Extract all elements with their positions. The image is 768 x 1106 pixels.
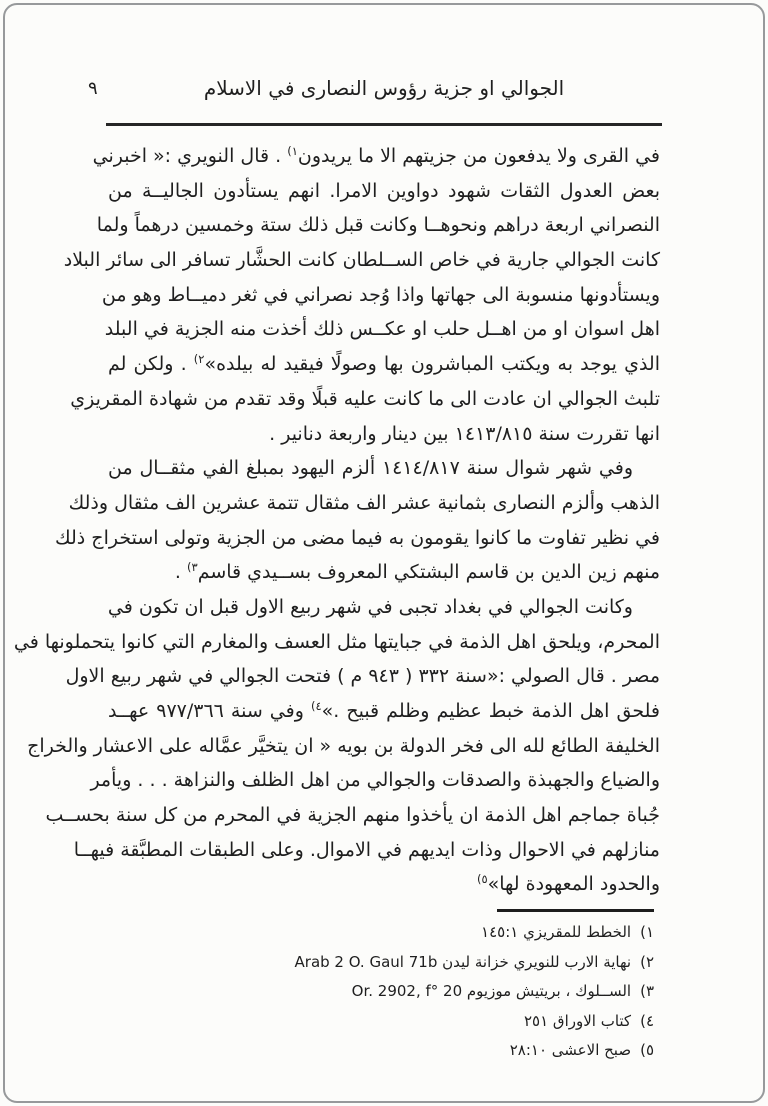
footnote-text: الخطط للمقريزي ١٤٥:١ [481, 923, 632, 941]
footnote-item [108, 1007, 654, 1037]
text-line: والحدود المعهودة لها»$^{٥)}$ [476, 872, 660, 896]
text-line: اهل اسوان او من اهــل حلب او عكــس ذلك أخذت منه الجزية في البلد [104, 318, 660, 341]
footnote-ref: ١) [287, 144, 298, 158]
body-text [13, 139, 660, 902]
text-line: فلحق اهل الذمة خبط عظيم وظلم قبيح .»$^{٤)}$ وفي سنة ٩٧٧/٣٦٦ عهــد [108, 699, 660, 722]
footnote-ref: ٥) [476, 872, 488, 887]
page-number: ٩ [88, 78, 98, 99]
text-line: انها تقررت سنة ١٤١٣/٨١٥ بين دينار واربعة دنانير . [269, 422, 660, 445]
text-line: وكانت الجوالي في بغداد تجبى في شهر ربيع الاول قبل ان تكون في [107, 595, 633, 618]
footnote-ref: ٣) [187, 560, 198, 575]
footnote-marker: ٥) [640, 1041, 654, 1059]
text-line: الخليفة الطائع لله الى فخر الدولة بن بويه « ان يتخيَّر عمَّاله على الاعشار والخراج [27, 734, 660, 757]
header-rule [106, 123, 662, 126]
text-line: تلبث الجوالي ان عادت الى ما كانت عليه قبلًا وقد تقدم من شهادة المقريزي [70, 387, 660, 410]
text-line: الذي يوجد به ويكتب المباشرون بها وصولًا فيقيد له بيلده»$^{٢)}$ . ولكن لم [108, 352, 660, 376]
footnote-marker: ٤) [640, 1011, 654, 1030]
footnote-text: نهاية الارب للنويري خزانة ليدن Arab 2 O. Gaul 71b [294, 952, 632, 971]
footnote-marker: ١) [640, 923, 654, 941]
text-line: النصراني اربعة دراهم ونحوهــا وكانت قبل ذلك ستة وخمسين درهماً ولما [96, 214, 660, 237]
footnote-text: الســلوك ، بريتيش موزيوم Or. 2902, f° 20 [351, 982, 632, 1000]
footnote-marker: ٢) [640, 952, 654, 971]
text-line: ويستأدونها منسوبة الى جهاتها واذا وُجد نصراني في ثغر دميــاط وهو من [101, 283, 660, 306]
footnote-item [108, 918, 654, 948]
text-line: الذهب وألزم النصارى بثمانية عشر الف مثقال تتمة عشرين الف مثقال وذلك [68, 491, 660, 514]
footnote-ref: ٤) [310, 699, 322, 713]
text-line: في نظير تفاوت ما كانوا يقومون به فيما مضى من الجزية وتولى استخراج ذلك [55, 526, 660, 549]
text-line: كانت الجوالي جارية في خاص الســلطان كانت الحشَّار تسافر الى سائر البلاد [63, 249, 660, 272]
text-line: منازلهم في الاحوال وذات ايديهم في الاموال. وعلى الطبقات المطبَّقة فيهــا [73, 838, 660, 861]
text-line: في القرى ولا يدفعون من جزيتهم الا ما يريدون$^{١)}$ . قال النويري :« اخبرني [92, 144, 660, 167]
text-line: وفي شهر شوال سنة ١٤١٤/٨١٧ ألزم اليهود بمبلغ الفي مثقــال من [108, 457, 634, 480]
footnote-item [108, 1036, 654, 1066]
footnote-marker: ٣) [640, 982, 654, 1000]
text-line: منهم زين الدين بن قاسم البشتكي المعروف بســيدي قاسم$^{٣)}$ . [174, 560, 660, 584]
text-line: جُباة جماجم اهل الذمة ان يأخذوا منهم الجزية في المحرم من كل سنة بحســب [45, 804, 660, 827]
page-title: الجوالي او جزية رؤوس النصارى في الاسلام [203, 76, 565, 100]
text-line: بعض العدول الثقات شهود دواوين الامرا. انهم يستأدون الجاليــة من [108, 179, 660, 202]
footnote-item [108, 948, 654, 978]
text-line: والضياع والجهبذة والصدقات والجوالي من اهل الظلف والنزاهة . . . ويأمر [90, 769, 660, 792]
footnote-item [108, 977, 654, 1007]
text-line: المحرم، ويلحق اهل الذمة في جبايتها مثل العسف والمغارم التي كانوا يتحملونها في [13, 630, 660, 653]
footnote-text: كتاب الاوراق ٢٥١ [523, 1011, 632, 1030]
footnotes-section [108, 918, 654, 1066]
footnote-ref: ٢) [193, 352, 205, 367]
text-line: مصر . قال الصولي :«سنة ٣٣٢ ( ٩٤٣ م ) فتحت الجوالي في شهر ربيع الاول [65, 665, 660, 688]
footnote-text: صبح الاعشى ٢٨:١٠ [509, 1041, 632, 1059]
footnote-separator [497, 909, 654, 912]
